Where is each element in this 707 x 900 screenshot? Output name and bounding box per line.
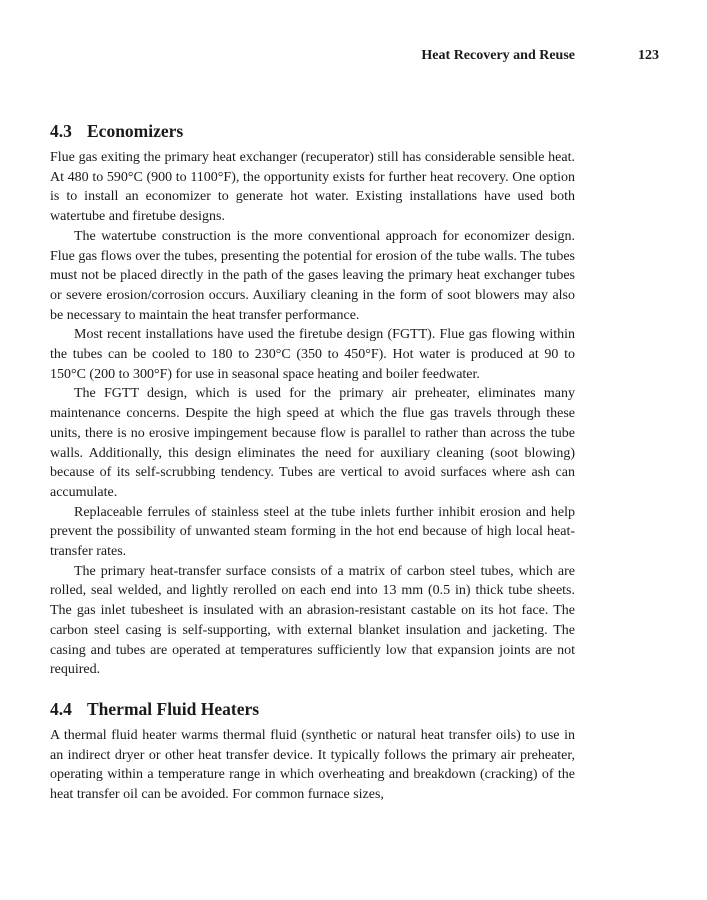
section-heading-thermal-fluid-heaters bbox=[50, 698, 575, 720]
section-title: Economizers bbox=[87, 121, 184, 141]
section-number: 4.4 bbox=[50, 698, 72, 719]
paragraph: The FGTT design, which is used for the primary air preheater, eliminates many maintenance concerns. Despite the high speed at which the flue gas travels through these units, there is no erosive impingement because flow is parallel to rather than across the tube walls. Additionally, this design eliminates the need for auxiliary cleaning (soot blowing) because of its self-scrubbing tendency. Tubes are vertical to avoid surfaces where ash can accumulate. bbox=[50, 386, 575, 500]
page-body bbox=[50, 120, 575, 805]
paragraph: The primary heat-transfer surface consists of a matrix of carbon steel tubes, which are rolled, seal welded, and lightly rerolled on each end into 13 mm (0.5 in) thick tube sheets. The gas inlet tubesheet is insulated with an abrasion-resistant castable on its hot face. The carbon steel casing is self-supporting, with external blanket insulation and jacketing. The casing and tubes are operated at temperatures sufficiently low that expansion joints are not required. bbox=[50, 563, 575, 678]
page-number: 123 bbox=[638, 48, 659, 63]
running-header bbox=[50, 48, 659, 68]
section-number: 4.3 bbox=[50, 121, 72, 141]
paragraph: Replaceable ferrules of stainless steel at the tube inlets further inhibit erosion and help prevent the possibility of unwanted steam forming in the hot end because of high local heat-transfer rates. bbox=[50, 504, 575, 560]
running-title: Heat Recovery and Reuse bbox=[421, 48, 575, 63]
section-heading-economizers bbox=[50, 120, 575, 142]
paragraph: The watertube construction is the more conventional approach for economizer design. Flue gas flows over the tubes, presenting the potential for erosion of the tube walls. The tubes must not be placed directly in the path of the gases leaving the primary heat exchanger tubes or severe erosion/corrosion occurs. Auxiliary cleaning in the form of soot blowers may also be necessary to maintain the heat transfer performance. bbox=[50, 228, 575, 323]
section-title: Thermal Fluid Heaters bbox=[87, 698, 260, 719]
paragraph: Most recent installations have used the firetube design (FGTT). Flue gas flowing within the tubes can be cooled to 180 to 230°C (350 to 450°F). Hot water is produced at 90 to 150°C (200 to 300°F) for use in seasonal space heating and boiler feedwater. bbox=[50, 327, 575, 382]
paragraph: Flue gas exiting the primary heat exchanger (recuperator) still has considerable sensible heat. At 480 to 590°C (900 to 1100°F), the opportunity exists for further heat recovery. One option is to install an economizer to generate hot water. Existing installations have used both watertube and firetube designs. bbox=[50, 150, 575, 225]
paragraph: A thermal fluid heater warms thermal fluid (synthetic or natural heat transfer oils) to use in an indirect dryer or other heat transfer device. It typically follows the primary air preheater, operating within a temperature range in which overheating and breakdown (cracking) of the heat transfer oil can be avoided. For common furnace sizes, bbox=[50, 727, 575, 803]
